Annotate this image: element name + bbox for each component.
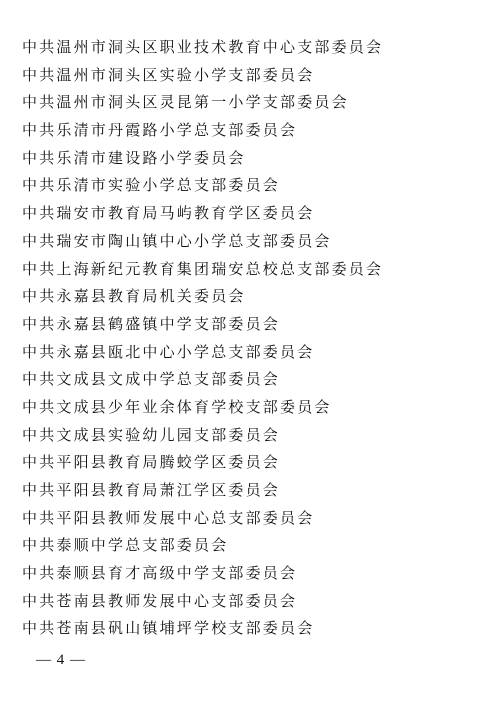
organization-list (22, 34, 383, 643)
list-item: 中共苍南县矾山镇埔坪学校支部委员会 (22, 619, 315, 638)
list-item: 中共温州市洞头区实验小学支部委员会 (22, 65, 315, 84)
list-item: 中共乐清市丹霞路小学总支部委员会 (22, 121, 298, 140)
list-item: 中共温州市洞头区灵昆第一小学支部委员会 (22, 93, 349, 112)
page-number: — 4 — (36, 652, 86, 668)
list-item: 中共永嘉县教育局机关委员会 (22, 287, 246, 306)
list-item: 中共温州市洞头区职业技术教育中心支部委员会 (22, 38, 384, 56)
list-item: 中共平阳县教师发展中心总支部委员会 (22, 508, 315, 527)
list-item: 中共文成县文成中学总支部委员会 (22, 370, 281, 389)
list-item: 中共乐清市建设路小学委员会 (22, 148, 246, 167)
list-item: 中共瑞安市教育局马屿教育学区委员会 (22, 204, 315, 223)
list-item: 中共上海新纪元教育集团瑞安总校总支部委员会 (22, 259, 384, 278)
list-item: 中共文成县实验幼儿园支部委员会 (22, 425, 281, 444)
list-item: 中共永嘉县瓯北中心小学总支部委员会 (22, 342, 315, 361)
list-item: 中共泰顺中学总支部委员会 (22, 536, 229, 555)
list-item: 中共文成县少年业余体育学校支部委员会 (22, 397, 332, 416)
list-item: 中共平阳县教育局腾蛟学区委员会 (22, 453, 281, 472)
list-item: 中共瑞安市陶山镇中心小学总支部委员会 (22, 231, 332, 250)
list-item: 中共泰顺县育才高级中学支部委员会 (22, 564, 298, 583)
list-item: 中共乐清市实验小学总支部委员会 (22, 176, 281, 195)
list-item: 中共苍南县教师发展中心支部委员会 (22, 591, 298, 610)
list-item: 中共永嘉县鹤盛镇中学支部委员会 (22, 314, 281, 333)
list-item: 中共平阳县教育局萧江学区委员会 (22, 481, 281, 499)
